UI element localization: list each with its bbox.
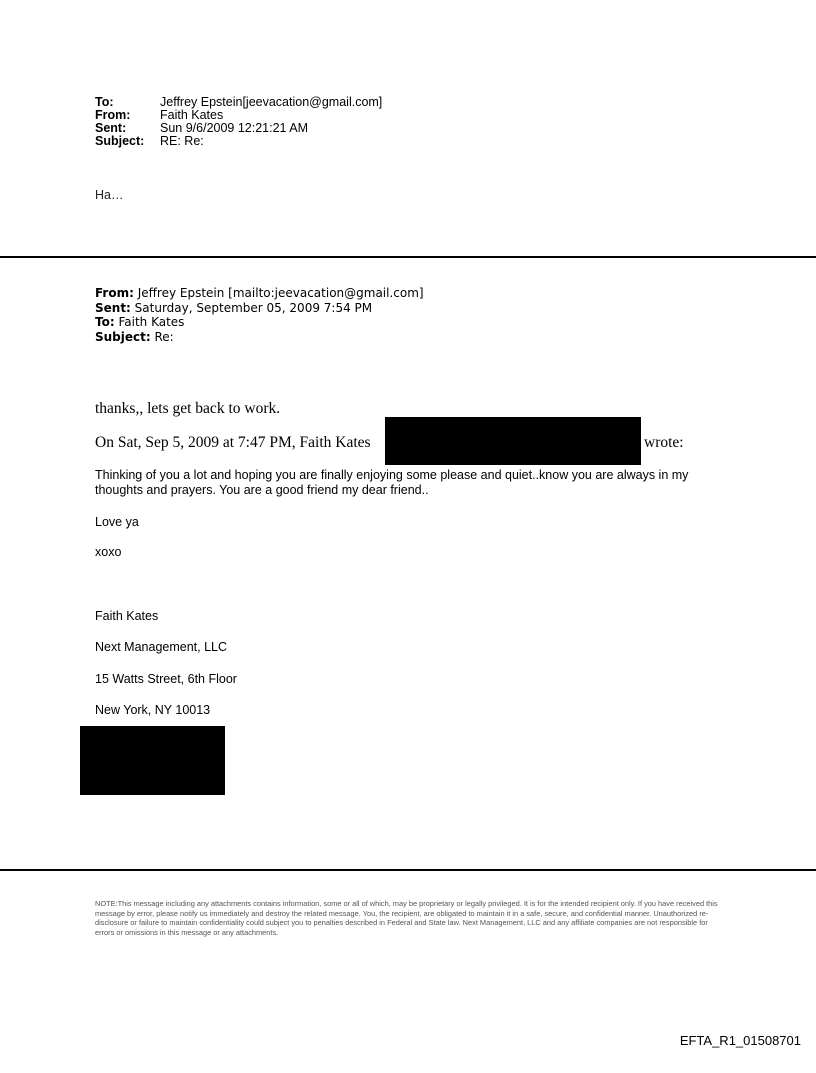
to-row: [95, 96, 382, 109]
reply-body: Ha…: [95, 188, 124, 202]
signature-name: Faith Kates: [95, 609, 159, 623]
quoted-sent-label: Sent:: [95, 300, 131, 315]
to-value: Jeffrey Epstein[jeevacation@gmail.com]: [160, 95, 383, 109]
quoted-subject-value: Re:: [150, 329, 174, 344]
signature-company: Next Management, LLC: [95, 640, 228, 654]
from-value: Faith Kates: [160, 108, 224, 122]
quoted-from-row: [95, 286, 424, 301]
on-sat-line: On Sat, Sep 5, 2009 at 7:47 PM, Faith Kates: [95, 434, 371, 451]
subject-label: Subject:: [95, 134, 145, 148]
from-label: From:: [95, 108, 131, 122]
email-header: [95, 96, 382, 148]
quoted-to-value: Faith Kates: [114, 315, 185, 329]
xoxo-line: xoxo: [95, 545, 122, 559]
quoted-message: Thinking of you a lot and hoping you are finally enjoying some please and quiet..know you are always in my thoughts and prayers. You are a good friend my dear friend..: [95, 468, 689, 497]
quoted-from-label: From:: [95, 286, 134, 300]
signature-address: 15 Watts Street, 6th Floor: [95, 672, 237, 686]
wrote-label: wrote:: [644, 434, 684, 451]
document-id: EFTA_R1_01508701: [679, 1033, 801, 1048]
redaction-box-email: [385, 417, 641, 465]
quoted-subject-row: [95, 330, 424, 345]
quoted-to-row: [95, 315, 424, 330]
subject-row: [95, 135, 382, 148]
quoted-to-label: To:: [95, 315, 115, 329]
sent-value: Sun 9/6/2009 12:21:21 AM: [160, 121, 309, 135]
divider-bottom: [0, 869, 816, 871]
thanks-line: thanks,, lets get back to work.: [95, 400, 281, 417]
quoted-sent-value: Saturday, September 05, 2009 7:54 PM: [130, 300, 373, 315]
divider-top: [0, 256, 816, 258]
love-line: Love ya: [95, 515, 139, 529]
subject-value: RE: Re:: [160, 134, 204, 148]
quoted-header: [95, 286, 424, 344]
sent-label: Sent:: [95, 121, 127, 135]
quoted-subject-label: Subject:: [95, 329, 151, 344]
disclaimer-note: NOTE:This message including any attachments contains information, some or all of which, may be proprietary or legally privileged. It is for the intended recipient only. If you have received this message by error, please notify us immediately and destroy the related message. You, the recipient, are obligated to maintain it in a safe, secure, and confidential manner. Unauthorized re-disclosure or failure to maintain confidentiality could subject you to penalties described in Federal and State law. Next Management, LLC and any affiliate companies are not responsible for errors or omissions in this message or any attachments.: [95, 899, 718, 938]
to-label: To:: [95, 95, 114, 109]
quoted-from-value: Jeffrey Epstein [mailto:jeevacation@gmail.com]: [133, 286, 424, 300]
signature-city: New York, NY 10013: [95, 703, 211, 717]
quoted-sent-row: [95, 301, 424, 316]
redaction-box-signature: [80, 726, 225, 795]
